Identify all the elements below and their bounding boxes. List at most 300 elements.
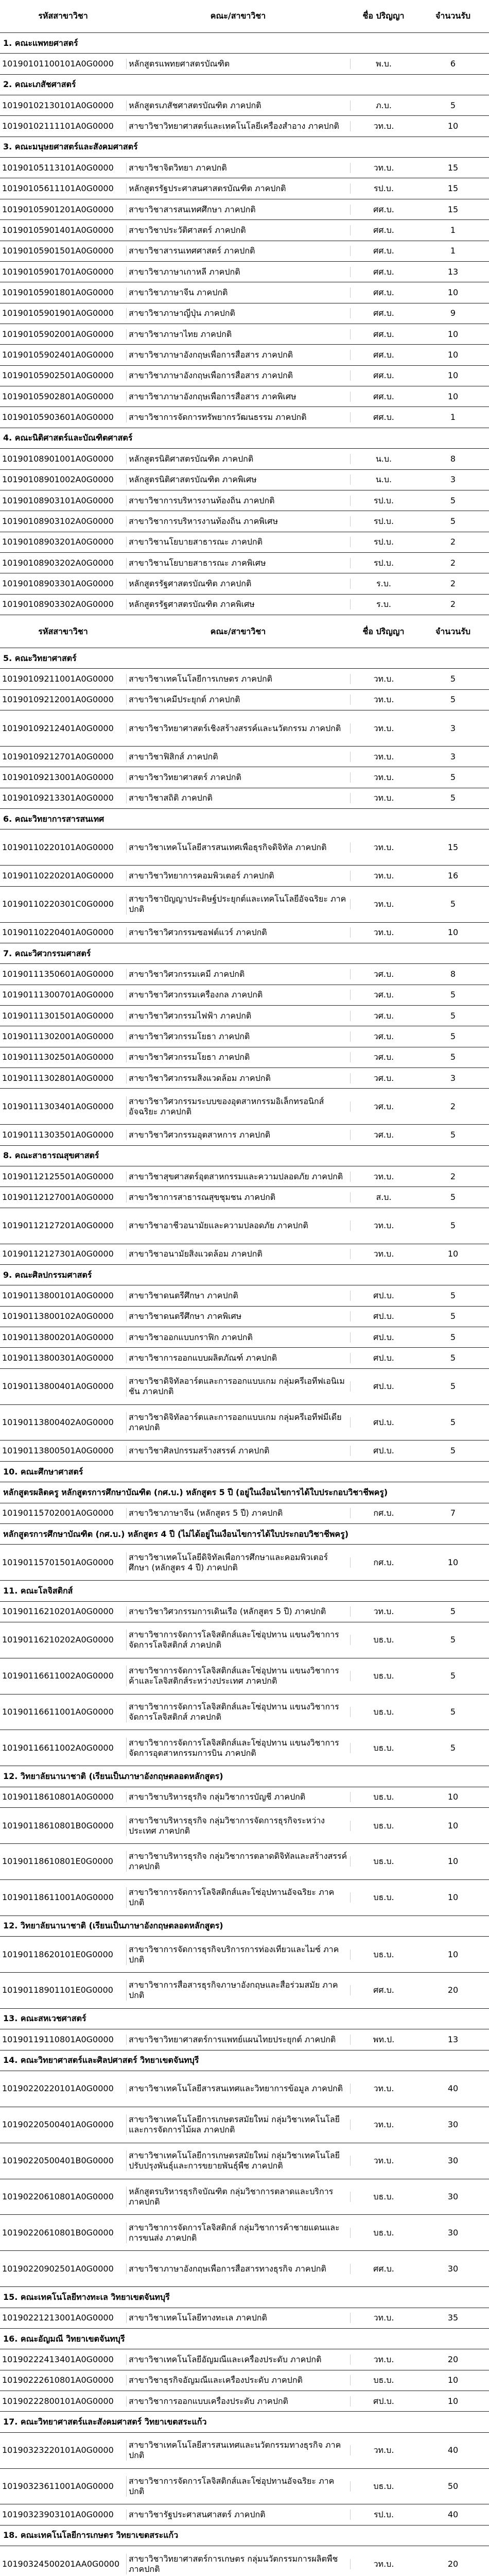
seat-count: 10: [447, 1856, 459, 1867]
program-name: สาขาวิชาดนตรีศึกษา ภาคพิเศษ: [126, 1311, 350, 1321]
seat-count: 5: [450, 1671, 456, 1681]
program-name: หลักสูตรนิติศาสตรบัณฑิต ภาคพิเศษ: [126, 474, 350, 485]
table-row: [0, 2370, 489, 2391]
program-name: สาขาวิชาการจัดการทรัพยากรวัฒนธรรม ภาคปกติ: [126, 412, 350, 422]
program-code: 10190105902401A0G0000: [2, 350, 114, 360]
degree-abbrev: วศ.บ.: [350, 1130, 417, 1140]
program-code: 10190118611001A0G0000: [2, 1892, 114, 1903]
program-name: สาขาวิชาฟิสิกส์ ภาคปกติ: [126, 752, 350, 762]
program-name: สาขาวิชานโยบายสาธารณะ ภาคพิเศษ: [126, 558, 350, 568]
table-row: [0, 490, 489, 511]
section-title: 5. คณะวิทยาศาสตร์: [3, 653, 77, 663]
program-name: สาขาวิชาอนามัยสิ่งแวดล้อม ภาคปกติ: [126, 1249, 350, 1259]
seat-count: 10: [447, 1820, 459, 1831]
degree-abbrev: ศป.บ.: [350, 1311, 417, 1321]
table-row: [0, 220, 489, 241]
program-name: สาขาวิชารัฐประศาสนศาสตร์ ภาคปกติ: [126, 2510, 350, 2520]
table-row: [0, 2143, 489, 2179]
program-name: สาขาวิชาบริหารธุรกิจ กลุ่มวิชาการจัดการธุรกิจระหว่างประเทศ ภาคปกติ: [126, 1816, 350, 1836]
program-code: 10190222610801A0G0000: [2, 2375, 114, 2385]
section-title: หลักสูตรการศึกษาบัณฑิต (กศ.บ.) หลักสูตร 4 ปี (ไม่ได้อยู่ในเงื่อนไขการได้ใบประกอบวิชาชีพครู): [3, 1529, 349, 1539]
degree-abbrev: บธ.บ.: [350, 2481, 417, 2492]
program-name: สาขาวิชาวิทยาศาสตร์การแพทย์แผนไทยประยุกต์ ภาคปกติ: [126, 2035, 350, 2045]
table-row: [0, 1047, 489, 1068]
program-name: สาขาวิชาภาษาไทย ภาคปกติ: [126, 329, 350, 340]
program-code: 10190111302801A0G0000: [2, 1073, 114, 1083]
program-name: สาขาวิชาเทคโนโลยีอัญมณีและเครื่องประดับ ภาคปกติ: [126, 2354, 350, 2365]
table-row: [0, 553, 489, 573]
program-name: สาขาวิชาการออกแบบผลิตภัณฑ์ ภาคปกติ: [126, 1353, 350, 1363]
degree-abbrev: บธ.บ.: [350, 1950, 417, 1960]
table-row: [0, 1844, 489, 1880]
program-name: สาขาวิชาภาษาเกาหลี ภาคปกติ: [126, 267, 350, 277]
degree-abbrev: บธ.บ.: [350, 1707, 417, 1717]
degree-abbrev: ศศ.บ.: [350, 2264, 417, 2274]
degree-abbrev: วท.บ.: [350, 1249, 417, 1259]
degree-abbrev: ศศ.บ.: [350, 350, 417, 360]
section-heading: [0, 1482, 489, 1503]
section-heading: [0, 2412, 489, 2432]
degree-abbrev: รป.บ.: [350, 516, 417, 527]
table-row: [0, 595, 489, 615]
program-code: 10190113800402A0G0000: [2, 1417, 114, 1428]
program-code: 10190113800301A0G0000: [2, 1353, 114, 1363]
section-heading: [0, 2050, 489, 2071]
header-degree: ชื่อ ปริญญา: [362, 11, 405, 21]
table-row: [0, 345, 489, 365]
program-name: สาขาวิชาการจัดการโลจิสติกส์และโซ่อุปทาน แขนงวิชาการจัดการโลจิสติกส์ ภาคปกติ: [126, 1630, 350, 1650]
table-row: [0, 158, 489, 178]
seat-count: 5: [450, 1707, 456, 1717]
degree-abbrev: ศป.บ.: [350, 1381, 417, 1392]
program-name: สาขาวิชาภาษาอังกฤษเพื่อการสื่อสาร ภาคปกติ: [126, 370, 350, 381]
program-name: สาขาวิชาเคมีประยุกต์ ภาคปกติ: [126, 694, 350, 705]
degree-abbrev: ภ.บ.: [350, 100, 417, 111]
seat-count: 5: [450, 772, 456, 782]
table-row: [0, 1068, 489, 1089]
degree-abbrev: วศ.บ.: [350, 990, 417, 1000]
seat-count: 8: [450, 453, 456, 464]
seat-count: 3: [450, 751, 456, 761]
section-heading: [0, 428, 489, 449]
table-row: [0, 178, 489, 199]
program-name: สาขาวิชาการสาธารณสุขชุมชน ภาคปกติ: [126, 1192, 350, 1202]
program-name: สาขาวิชาวิศวกรรมการเดินเรือ (หลักสูตร 5 ปี) ภาคปกติ: [126, 1606, 350, 1617]
degree-abbrev: ร.บ.: [350, 579, 417, 589]
table-row: [0, 2251, 489, 2287]
table-row: [0, 386, 489, 407]
program-code: 10190108903301A0G0000: [2, 578, 114, 588]
section-heading: [0, 2287, 489, 2308]
seat-count: 5: [450, 1290, 456, 1300]
section-heading: [0, 809, 489, 829]
degree-abbrev: วท.บ.: [350, 121, 417, 131]
table-header: [0, 0, 489, 33]
section-title: 12. วิทยาลัยนานาชาติ (เรียนเป็นภาษาอังกฤษตลอดหลักสูตร): [3, 1921, 223, 1931]
table-row: [0, 1026, 489, 1047]
degree-abbrev: วท.บ.: [350, 1221, 417, 1231]
degree-abbrev: ศป.บ.: [350, 2396, 417, 2406]
degree-abbrev: รป.บ.: [350, 558, 417, 568]
degree-abbrev: ร.บ.: [350, 599, 417, 609]
program-code: 10190323903101A0G0000: [2, 2510, 114, 2520]
section-title: 2. คณะเภสัชศาสตร์: [3, 79, 76, 90]
seat-count: 10: [447, 1557, 459, 1567]
table-row: [0, 1602, 489, 1622]
degree-abbrev: ศศ.บ.: [350, 412, 417, 422]
seat-count: 1: [450, 246, 456, 256]
section-title: 8. คณะสาธารณสุขศาสตร์: [3, 1150, 99, 1161]
seat-count: 10: [447, 2396, 459, 2406]
program-name: สาขาวิชาการจัดการโลจิสติกส์และโซ่อุปทานอัจฉริยะ ภาคปกติ: [126, 2476, 350, 2497]
program-code: 10190109211001A0G0000: [2, 674, 114, 684]
degree-abbrev: ศศ.บ.: [350, 287, 417, 298]
degree-abbrev: วท.บ.: [350, 2120, 417, 2130]
program-code: 10190111350601A0G0000: [2, 969, 114, 979]
section-heading: [0, 75, 489, 95]
table-row: [0, 1503, 489, 1524]
seat-count: 15: [447, 204, 459, 214]
program-name: สาขาวิชาดนตรีศึกษา ภาคปกติ: [126, 1291, 350, 1301]
section-title: 11. คณะโลจิสติกส์: [3, 1585, 73, 1596]
seat-count: 10: [447, 350, 459, 360]
table-row: [0, 2504, 489, 2525]
program-code: 10190109212701A0G0000: [2, 751, 114, 761]
degree-abbrev: กศ.บ.: [350, 1557, 417, 1568]
program-name: สาขาวิชาภาษาจีน ภาคปกติ: [126, 287, 350, 298]
program-code: 10190111300701A0G0000: [2, 990, 114, 1000]
section-title: 17. คณะวิทยาศาสตร์และสังคมศาสตร์ วิทยาเขตสระแก้ว: [3, 2416, 207, 2427]
program-code: 10190108901001A0G0000: [2, 453, 114, 464]
degree-abbrev: ส.บ.: [350, 1192, 417, 1202]
program-code: 10190323220101A0G0000: [2, 2445, 114, 2455]
degree-abbrev: ศศ.บ.: [350, 1985, 417, 1995]
program-name: สาขาวิชาเทคโนโลยีทางทะเล ภาคปกติ: [126, 2313, 350, 2323]
degree-abbrev: บธ.บ.: [350, 2228, 417, 2238]
program-code: 10190111303501A0G0000: [2, 1129, 114, 1140]
program-name: สาขาวิชาวิทยาศาสตร์เชิงสร้างสรรค์และนวัตกรรม ภาคปกติ: [126, 723, 350, 734]
program-code: 10190118610801E0G0000: [2, 1856, 113, 1867]
program-code: 10190105901701A0G0000: [2, 266, 114, 277]
table-row: [0, 1307, 489, 1327]
degree-abbrev: ศศ.บ.: [350, 392, 417, 402]
seat-count: 9: [450, 308, 456, 318]
table-row: [0, 1545, 489, 1581]
table-row: [0, 1405, 489, 1441]
table-row: [0, 2029, 489, 2050]
program-code: 10190119110801A0G0000: [2, 2034, 114, 2044]
degree-abbrev: บธ.บ.: [350, 1635, 417, 1645]
degree-abbrev: วท.บ.: [350, 752, 417, 762]
section-heading: [0, 1524, 489, 1545]
table-row: [0, 1089, 489, 1125]
seat-count: 5: [450, 674, 456, 684]
table-row: [0, 669, 489, 689]
table-row: [0, 1787, 489, 1808]
program-code: 10190110220101A0G0000: [2, 842, 114, 852]
degree-abbrev: วศ.บ.: [350, 1052, 417, 1062]
section-title: 12. วิทยาลัยนานาชาติ (เรียนเป็นภาษาอังกฤษตลอดหลักสูตร): [3, 1771, 223, 1782]
seat-count: 5: [450, 1129, 456, 1140]
degree-abbrev: ศป.บ.: [350, 1332, 417, 1343]
seat-count: 5: [450, 100, 456, 110]
program-code: 10190110220301C0G0000: [2, 899, 114, 909]
program-code: 10190118620101E0G0000: [2, 1949, 113, 1959]
seat-count: 15: [447, 162, 459, 173]
program-name: สาขาวิชาดิจิทัลอาร์ตและการออกแบบเกม กลุ่มครีเอทีฟเอนิเมชัน ภาคปกติ: [126, 1376, 350, 1397]
section-title: 9. คณะศิลปกรรมศาสตร์: [3, 1269, 92, 1280]
program-name: สาขาวิชาวิศวกรรมไฟฟ้า ภาคปกติ: [126, 1011, 350, 1021]
degree-abbrev: พ.บ.: [350, 59, 417, 69]
program-code: 10190116611002A0G0000: [2, 1671, 114, 1681]
table-row: [0, 199, 489, 220]
program-name: สาขาวิชาวิศวกรรมระบบของอุตสาหกรรมอิเล็กทรอนิกส์อัจฉริยะ ภาคปกติ: [126, 1096, 350, 1117]
program-name: สาขาวิชาภาษาจีน (หลักสูตร 5 ปี) ภาคปกติ: [126, 1508, 350, 1518]
header-code: รหัสสาขาวิชา: [38, 11, 88, 21]
seat-count: 5: [450, 1031, 456, 1041]
program-name: สาขาวิชาเทคโนโลยีสารสนเทศเพื่อธุรกิจดิจิทัล ภาคปกติ: [126, 842, 350, 853]
seat-count: 20: [447, 2354, 459, 2364]
table-row: [0, 1440, 489, 1461]
program-code: 10190111302501A0G0000: [2, 1052, 114, 1062]
program-code: 10190105901201A0G0000: [2, 204, 114, 214]
degree-abbrev: ศป.บ.: [350, 1353, 417, 1363]
program-code: 10190118610801A0G0000: [2, 1792, 114, 1802]
program-name: สาขาวิชาการจัดการโลจิสติกส์และโซ่อุปทาน แขนงวิชาการค้าและโลจิสติกส์ระหว่างประเทศ ภาคปกติ: [126, 1666, 350, 1686]
program-name: สาขาวิชาวิศวกรรมโยธา ภาคปกติ: [126, 1052, 350, 1062]
seat-count: 5: [450, 1010, 456, 1021]
program-code: 10190105902501A0G0000: [2, 370, 114, 381]
header-count: จำนวนรับ: [435, 11, 470, 21]
degree-abbrev: ศศ.บ.: [350, 267, 417, 277]
table-row: [0, 241, 489, 262]
degree-abbrev: ศศ.บ.: [350, 308, 417, 318]
seat-count: 5: [450, 1353, 456, 1363]
table-row: [0, 1285, 489, 1306]
program-name: สาขาวิชาวิศวกรรมอุตสาหการ ภาคปกติ: [126, 1130, 350, 1140]
program-name: สาขาวิชานโยบายสาธารณะ ภาคปกติ: [126, 537, 350, 547]
table-row: [0, 1730, 489, 1766]
program-name: สาขาวิชาวิศวกรรมสิ่งแวดล้อม ภาคปกติ: [126, 1073, 350, 1083]
header-faculty: คณะ/สาขาวิชา: [210, 11, 266, 21]
table-row: [0, 1808, 489, 1844]
seat-count: 30: [447, 2120, 459, 2130]
seat-count: 35: [447, 2313, 459, 2323]
section-heading: [0, 2329, 489, 2349]
program-name: สาขาวิชาวิทยาการคอมพิวเตอร์ ภาคปกติ: [126, 871, 350, 881]
seat-count: 10: [447, 287, 459, 297]
program-name: สาขาวิชาสุขศาสตร์อุตสาหกรรมและความปลอดภัย ภาคปกติ: [126, 1172, 350, 1182]
program-code: 10190102111101A0G0000: [2, 121, 114, 131]
degree-abbrev: น.บ.: [350, 454, 417, 464]
program-code: 10190105611101A0G0000: [2, 183, 114, 194]
program-name: สาขาวิชาภาษาอังกฤษเพื่อการสื่อสารทางธุรกิจ ภาคปกติ: [126, 2264, 350, 2274]
program-name: หลักสูตรเภสัชศาสตรบัณฑิต ภาคปกติ: [126, 100, 350, 111]
program-code: 10190105901801A0G0000: [2, 287, 114, 297]
degree-abbrev: ศศ.บ.: [350, 225, 417, 235]
table-row: [0, 1973, 489, 2009]
program-name: สาขาวิชาออกแบบกราฟิก ภาคปกติ: [126, 1332, 350, 1343]
section-title: 10. คณะศึกษาศาสตร์: [3, 1466, 83, 1477]
table-row: [0, 829, 489, 866]
section-title: 7. คณะวิศวกรรมศาสตร์: [3, 948, 91, 958]
seat-count: 10: [447, 391, 459, 401]
degree-abbrev: บธ.บ.: [350, 2375, 417, 2385]
degree-abbrev: วท.บ.: [350, 1606, 417, 1617]
program-code: 10190220500401A0G0000: [2, 2120, 114, 2130]
table-row: [0, 95, 489, 116]
program-name: สาขาวิชาการจัดการโลจิสติกส์และโซ่อุปทานอัจฉริยะ ภาคปกติ: [126, 1887, 350, 1908]
seat-count: 5: [450, 793, 456, 803]
program-code: 10190105902001A0G0000: [2, 329, 114, 339]
seat-count: 3: [450, 474, 456, 485]
program-code: 10190118610801B0G0000: [2, 1820, 114, 1831]
table-row: [0, 985, 489, 1006]
program-name: สาขาวิชาวิทยาศาสตร์และเทคโนโลยีเครื่องสำอาง ภาคปกติ: [126, 121, 350, 131]
program-name: สาขาวิชาอาชีวอนามัยและความปลอดภัย ภาคปกติ: [126, 1221, 350, 1231]
table-row: [0, 788, 489, 809]
table-row: [0, 1006, 489, 1026]
program-name: สาขาวิชาเทคโนโลยีการเกษตรสมัยใหม่ กลุ่มวิชาเทคโนโลยีและการจัดการไม้ผล ภาคปกติ: [126, 2114, 350, 2135]
seat-count: 13: [447, 2034, 459, 2044]
program-code: 10190109213001A0G0000: [2, 772, 114, 782]
degree-abbrev: บธ.บ.: [350, 1792, 417, 1802]
degree-abbrev: วศ.บ.: [350, 1011, 417, 1021]
seat-count: 10: [447, 370, 459, 381]
table-row: [0, 710, 489, 747]
program-name: หลักสูตรนิติศาสตรบัณฑิต ภาคปกติ: [126, 454, 350, 464]
seat-count: 3: [450, 1073, 456, 1083]
table-row: [0, 2433, 489, 2469]
degree-abbrev: รป.บ.: [350, 183, 417, 194]
program-code: 10190109213301A0G0000: [2, 793, 114, 803]
section-heading: [0, 33, 489, 54]
program-name: หลักสูตรรัฐศาสตรบัณฑิต ภาคพิเศษ: [126, 599, 350, 609]
table-row: [0, 366, 489, 386]
section-title: หลักสูตรผลิตครู หลักสูตรการศึกษาบัณฑิต (กศ.บ.) หลักสูตร 5 ปี (อยู่ในเงื่อนไขการได้ใบประกอบวิชาชีพครู): [3, 1487, 388, 1497]
program-code: 10190111301501A0G0000: [2, 1010, 114, 1021]
seat-count: 40: [447, 2510, 459, 2520]
degree-abbrev: วท.บ.: [350, 2313, 417, 2323]
program-code: 10190323611001A0G0000: [2, 2481, 114, 2491]
section-heading: [0, 1462, 489, 1482]
program-code: 10190116210201A0G0000: [2, 1606, 114, 1617]
table-row: [0, 887, 489, 923]
degree-abbrev: บธ.บ.: [350, 1856, 417, 1867]
program-code: 10190112127201A0G0000: [2, 1221, 114, 1231]
table-row: [0, 1937, 489, 1973]
table-row: [0, 2469, 489, 2505]
program-name: สาขาวิชาวิศวกรรมเครื่องกล ภาคปกติ: [126, 990, 350, 1000]
program-code: 10190111302001A0G0000: [2, 1031, 114, 1041]
seat-count: 2: [450, 1171, 456, 1181]
program-code: 10190113800501A0G0000: [2, 1446, 114, 1456]
table-row: [0, 866, 489, 886]
header-code: รหัสสาขาวิชา: [38, 626, 88, 636]
program-code: 10190102130101A0G0000: [2, 100, 114, 110]
seat-count: 5: [450, 1052, 456, 1062]
seat-count: 5: [450, 1742, 456, 1753]
program-name: สาขาวิชาสารสนเทศศึกษา ภาคปกติ: [126, 205, 350, 215]
program-code: 10190105902801A0G0000: [2, 391, 114, 401]
table-row: [0, 2179, 489, 2215]
seat-count: 5: [450, 694, 456, 705]
section-heading: [0, 1146, 489, 1166]
program-code: 10190109212401A0G0000: [2, 723, 114, 733]
degree-abbrev: วท.บ.: [350, 871, 417, 881]
program-code: 10190108903201A0G0000: [2, 537, 114, 547]
program-code: 10190108903102A0G0000: [2, 516, 114, 526]
program-name: หลักสูตรรัฐศาสตรบัณฑิต ภาคปกติ: [126, 579, 350, 589]
section-title: 16. คณะอัญมณี วิทยาเขตจันทบุรี: [3, 2333, 125, 2344]
seat-count: 16: [447, 870, 459, 880]
program-code: 10190220500401B0G0000: [2, 2156, 114, 2166]
seat-count: 5: [450, 1381, 456, 1392]
program-code: 10190101100101A0G0000: [2, 59, 114, 69]
program-name: สาขาวิชาศิลปกรรมสร้างสรรค์ ภาคปกติ: [126, 1446, 350, 1456]
degree-abbrev: วท.บ.: [350, 927, 417, 938]
program-name: สาขาวิชาดิจิทัลอาร์ตและการออกแบบเกม กลุ่มครีเอทีฟมีเดีย ภาคปกติ: [126, 1412, 350, 1433]
seat-count: 10: [447, 1949, 459, 1959]
program-code: 10190118901101E0G0000: [2, 1985, 113, 1995]
program-name: หลักสูตรรัฐประศาสนศาสตรบัณฑิต ภาคปกติ: [126, 183, 350, 194]
program-name: สาขาวิชาการบริหารงานท้องถิ่น ภาคพิเศษ: [126, 516, 350, 527]
program-name: สาขาวิชาวิทยาศาสตร์ ภาคปกติ: [126, 772, 350, 783]
degree-abbrev: วท.บ.: [350, 793, 417, 803]
degree-abbrev: วท.บ.: [350, 2445, 417, 2455]
seat-count: 30: [447, 2156, 459, 2166]
program-name: สาขาวิชาบริหารธุรกิจ กลุ่มวิชาการบัญชี ภาคปกติ: [126, 1792, 350, 1802]
table-row: [0, 1694, 489, 1731]
seat-count: 5: [450, 1417, 456, 1428]
program-code: 10190324500201AA0G0000: [2, 2558, 120, 2569]
table-header: [0, 615, 489, 648]
seat-count: 2: [450, 599, 456, 609]
seat-count: 5: [450, 1311, 456, 1321]
header-degree: ชื่อ ปริญญา: [362, 626, 405, 636]
program-code: 10190110220401A0G0000: [2, 927, 114, 938]
degree-abbrev: ศศ.บ.: [350, 246, 417, 256]
seat-count: 5: [450, 495, 456, 505]
program-name: สาขาวิชาสารนเทศศาสตร์ ภาคปกติ: [126, 246, 350, 256]
section-title: 14. คณะวิทยาศาสตร์และศิลปศาสตร์ วิทยาเขตจันทบุรี: [3, 2055, 199, 2065]
seat-count: 5: [450, 1606, 456, 1617]
degree-abbrev: บธ.บ.: [350, 1821, 417, 1831]
table-row: [0, 767, 489, 788]
degree-abbrev: รป.บ.: [350, 2510, 417, 2520]
seat-count: 15: [447, 183, 459, 194]
seat-count: 8: [450, 969, 456, 979]
seat-count: 13: [447, 266, 459, 277]
seat-count: 5: [450, 899, 456, 909]
table-row: [0, 1622, 489, 1658]
seat-count: 1: [450, 225, 456, 235]
seat-count: 30: [447, 2191, 459, 2201]
table-row: [0, 1208, 489, 1244]
degree-abbrev: วท.บ.: [350, 772, 417, 783]
seat-count: 10: [447, 927, 459, 938]
table-row: [0, 1348, 489, 1368]
program-code: 10190108903302A0G0000: [2, 599, 114, 609]
degree-abbrev: วท.บ.: [350, 723, 417, 734]
seat-count: 10: [447, 2375, 459, 2385]
section-heading: [0, 137, 489, 158]
program-code: 10190110220201A0G0000: [2, 870, 114, 880]
header-count: จำนวนรับ: [435, 626, 470, 636]
program-name: สาขาวิชาการจัดการโลจิสติกส์และโซ่อุปทาน แขนงวิชาการจัดการอุตสาหกรรมการบิน ภาคปกติ: [126, 1738, 350, 1758]
degree-abbrev: ศศ.บ.: [350, 370, 417, 381]
table-row: [0, 324, 489, 345]
